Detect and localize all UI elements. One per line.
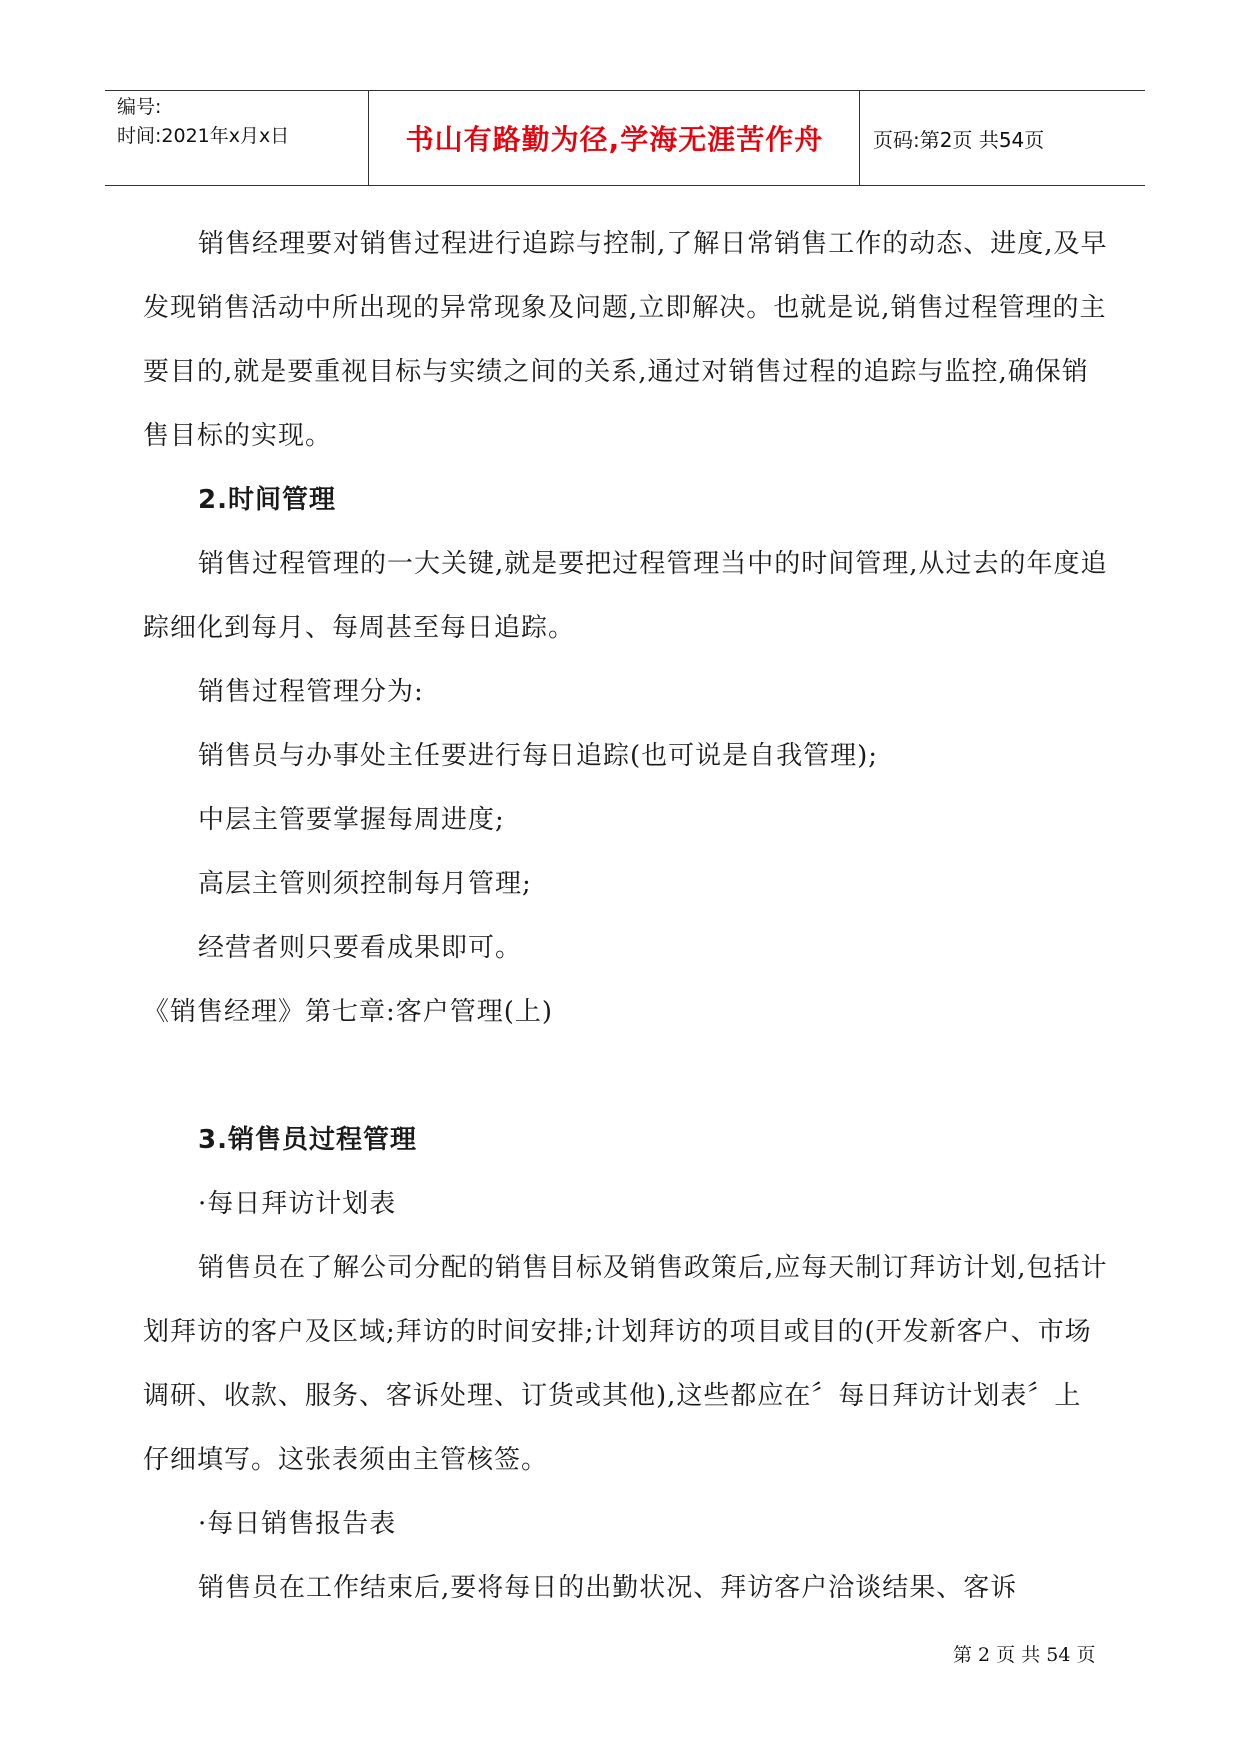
bullet-item: ·每日销售报告表 (198, 1509, 397, 1539)
body-paragraph: 销售过程管理的一大关键,就是要把过程管理当中的时间管理,从过去的年度追踪细化到每月、每周甚至每日追踪。 (143, 549, 1108, 643)
spacer (143, 1044, 1108, 1108)
page-footer: 第 2 页 共 54 页 (953, 1644, 1096, 1666)
document-body (143, 212, 1108, 1620)
header-page-code: 页码:第2页 共54页 (873, 127, 1045, 152)
header-divider (368, 91, 369, 185)
header-motto: 书山有路勤为径,学海无涯苦作舟 (405, 123, 824, 156)
section-heading: 2.时间管理 (198, 485, 336, 515)
header-meta (117, 93, 367, 151)
section-heading: 3.销售员过程管理 (198, 1125, 417, 1155)
body-paragraph: 高层主管则须控制每月管理; (198, 869, 532, 899)
body-paragraph: 销售员在工作结束后,要将每日的出勤状况、拜访客户洽谈结果、客诉 (198, 1573, 1018, 1603)
header-divider (859, 91, 860, 185)
chapter-reference: 《销售经理》第七章:客户管理(上) (143, 997, 554, 1027)
document-time-label: 时间:2021年x月x日 (117, 125, 290, 147)
body-paragraph: 销售员与办事处主任要进行每日追踪(也可说是自我管理); (198, 741, 879, 771)
body-paragraph: 中层主管要掌握每周进度; (198, 805, 505, 835)
document-number-label: 编号: (117, 96, 162, 118)
page-header (105, 90, 1145, 186)
body-paragraph: 经营者则只要看成果即可。 (198, 933, 523, 963)
body-paragraph: 销售员在了解公司分配的销售目标及销售政策后,应每天制订拜访计划,包括计划拜访的客户及区域;拜访的时间安排;计划拜访的项目或目的(开发新客户、市场调研、收款、服务、客诉处理、订货或其他),这些都应在〞每日拜访计划表〞上仔细填写。这张表须由主管核签。 (143, 1253, 1108, 1475)
body-paragraph: 销售经理要对销售过程进行追踪与控制,了解日常销售工作的动态、进度,及早发现销售活动中所出现的异常现象及问题,立即解决。也就是说,销售过程管理的主要目的,就是要重视目标与实绩之间的关系,通过对销售过程的追踪与监控,确保销售目标的实现。 (143, 229, 1108, 451)
body-paragraph: 销售过程管理分为: (198, 677, 424, 707)
bullet-item: ·每日拜访计划表 (198, 1189, 397, 1219)
